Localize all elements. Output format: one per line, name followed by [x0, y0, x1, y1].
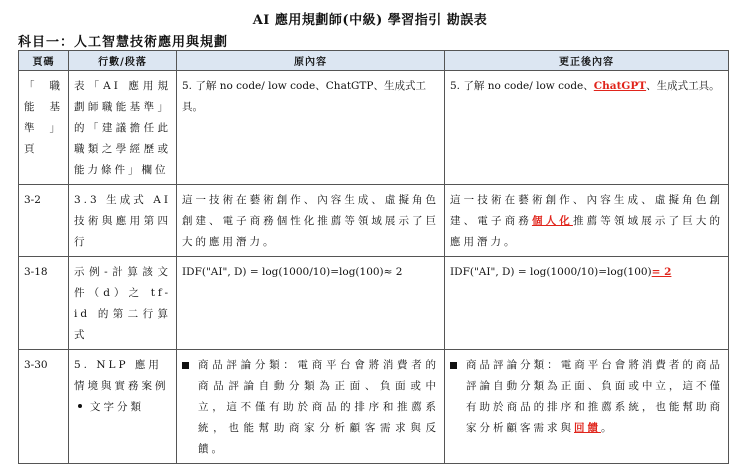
correction-highlight: ChatGPT [593, 80, 647, 92]
document-title: AI 應用規劃師(中級) 學習指引 勘誤表 [252, 13, 488, 28]
cell-corrected [445, 71, 729, 185]
correction-highlight: 個人化 [531, 215, 573, 227]
original-text: 商品評論分類：電商平台會將消費者的商品評論自動分類為正面、負面或中立，這不僅有助於商品的排序和推薦系統，也能幫助商家分析顧客需求與反饋。 [198, 359, 439, 455]
cell-corrected [445, 185, 729, 257]
cell-original [177, 350, 445, 464]
correction-highlight: = 2 [651, 266, 672, 278]
bullet-dot-icon [78, 404, 82, 408]
corrected-text: 、生成式工具。 [646, 80, 720, 92]
line-bullet-item [74, 397, 171, 418]
corrected-text: 這一技術在藝術創作、內容生成、虛擬角色創建、電子商務 [450, 194, 723, 227]
cell-page: 3-2 [19, 185, 69, 257]
table-row [19, 350, 729, 464]
errata-table [18, 50, 729, 464]
line-heading: 5. NLP 應用情境與實務案例 [74, 359, 169, 392]
header-line: 行數/段落 [69, 51, 177, 71]
table-row [19, 71, 729, 185]
square-bullet-icon [450, 362, 457, 369]
corrected-text: 推薦等領域展示了巨大的應用潛力。 [450, 215, 724, 248]
table-header-row [19, 51, 729, 71]
cell-line: 示例-計算該文件（d）之 tf-id 的第二行算式 [69, 257, 177, 350]
cell-page: 3-30 [19, 350, 69, 464]
cell-page: 「職能基準」頁 [19, 71, 69, 185]
cell-corrected [445, 257, 729, 350]
corrected-text: 商品評論分類：電商平台會將消費者的商品評論自動分類為正面、負面或中立，這不僅有助於商品的排序和推薦系統，也能幫助商家分析顧客需求與 [466, 359, 723, 434]
corrected-text: 。 [601, 422, 615, 434]
bullet-paragraph [182, 355, 439, 460]
square-bullet-icon [182, 362, 189, 369]
corrected-text: 5. 了解 no code/ low code、 [450, 80, 594, 92]
subject-title: 科目一：人工智慧技術應用與規劃 [18, 35, 229, 50]
cell-original: 5. 了解 no code/ low code、ChatGTP、生成式工具。 [177, 71, 445, 185]
corrected-text: IDF("AI", D) = log(1000/10)=log(100) [450, 266, 652, 278]
cell-page: 3-18 [19, 257, 69, 350]
header-original: 原內容 [177, 51, 445, 71]
table-row [19, 185, 729, 257]
table-row [19, 257, 729, 350]
line-bullet-text: 文字分類 [90, 401, 144, 413]
cell-original: 這一技術在藝術創作、內容生成、虛擬角色創建、電子商務個性化推薦等領域展示了巨大的應用潛力。 [177, 185, 445, 257]
header-page: 頁碼 [19, 51, 69, 71]
cell-line [69, 350, 177, 464]
cell-original: IDF("AI", D) = log(1000/10)=log(100)≈ 2 [177, 257, 445, 350]
corrected-paragraph [466, 355, 723, 439]
cell-line: 3.3 生成式 AI 技術與應用第四行 [69, 185, 177, 257]
bullet-paragraph [450, 355, 723, 439]
header-corrected: 更正後內容 [445, 51, 729, 71]
cell-line: 表「AI 應用規劃師職能基準」的「建議擔任此職類之學經歷或能力條件」欄位 [69, 71, 177, 185]
correction-highlight: 回饋 [574, 422, 601, 434]
cell-corrected [445, 350, 729, 464]
